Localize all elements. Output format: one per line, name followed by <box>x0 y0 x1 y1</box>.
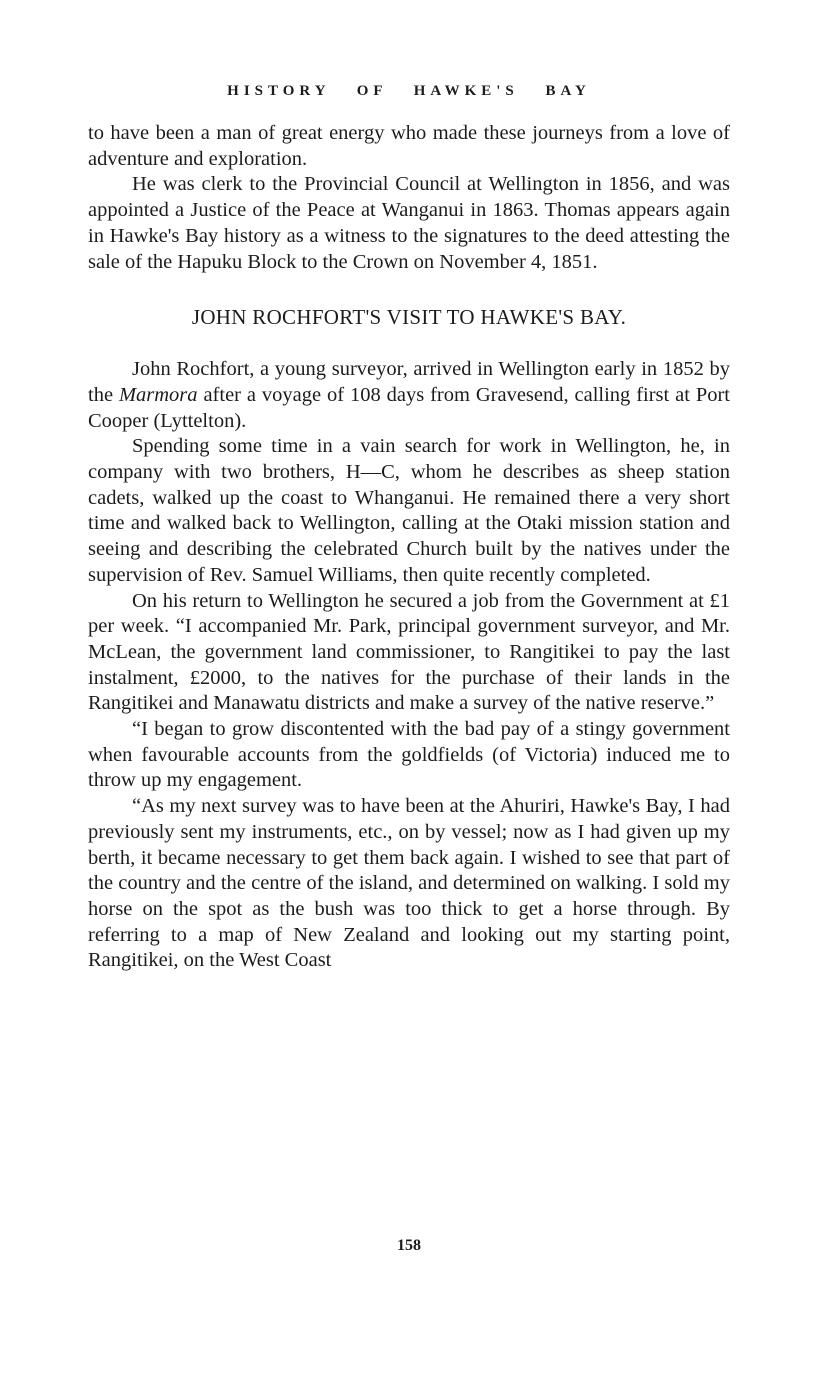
paragraph: Spending some time in a vain search for work in Wellington, he, in company with two brothers, H—C, whom he describes as sheep station cadets, walked up the coast to Whanganui. He remained there a very short time and walked back to Wellington, calling at the Otaki mission station and seeing and describing the celebrated Church built by the natives under the supervision of Rev. Samuel Williams, then quite recently completed. <box>88 435 730 586</box>
paragraph: On his return to Wellington he secured a job from the Government at £1 per week. “I accompanied Mr. Park, principal government surveyor, and Mr. McLean, the government land commissioner, to Rangitikei to pay the last instalment, £2000, to the natives for the purchase of their lands in the Rangitikei and Manawatu districts and make a survey of the native reserve.” <box>88 589 730 715</box>
paragraph: “As my next survey was to have been at the Ahuriri, Hawke's Bay, I had previously sent my instruments, etc., on by vessel; now as I had given up my berth, it became necessary to get them back again. I wished to see that part of the country and the centre of the island, and determined on walking. I sold my horse on the spot as the bush was too thick to get a horse through. By referring to a map of New Zealand and looking out my starting point, Rangitikei, on the West Coast <box>88 795 730 972</box>
paragraph <box>88 357 730 434</box>
running-head: HISTORY OF HAWKE'S BAY <box>227 83 591 99</box>
page-number: 158 <box>397 1237 421 1254</box>
book-page <box>88 0 730 1400</box>
ship-name: Marmora <box>118 383 198 406</box>
paragraph-text: John Rochfort, a young surveyor, arrived in Wellington early in 1852 by the <box>88 358 730 406</box>
paragraph: to have been a man of great energy who made these journeys from a love of adventure and exploration. <box>88 122 730 170</box>
paragraph: “I began to grow discontented with the bad pay of a stingy government when favourable accounts from the goldfields (of Victoria) induced me to throw up my engagement. <box>88 718 730 792</box>
paragraph-text: after a voyage of 108 days from Gravesend, calling first at Port Cooper (Lyttelton). <box>88 383 731 432</box>
paragraph: He was clerk to the Provincial Council at Wellington in 1856, and was appointed a Justice of the Peace at Wanganui in 1863. Thomas appears again in Hawke's Bay history as a witness to the signatures to the deed attesting the sale of the Hapuku Block to the Crown on November 4, 1851. <box>88 173 730 273</box>
section-heading: JOHN ROCHFORT'S VISIT TO HAWKE'S BAY. <box>191 305 627 330</box>
body-text <box>88 121 730 974</box>
